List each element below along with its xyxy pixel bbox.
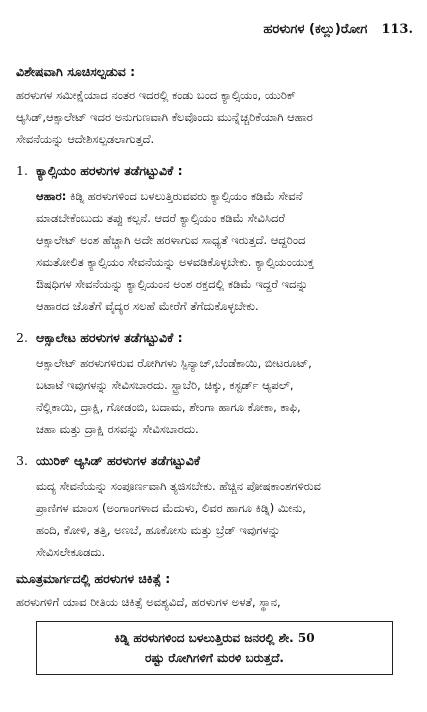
section-title-text: ಯುರಿಕ್ ಆ್ಯಸಿಡ್ ಹರಳುಗಳ ತಡೆಗಟ್ಟುವಿಕೆ xyxy=(36,453,200,468)
text-line: ಆಕ್ಸಾಲೇಟ್ ಅಂಶ ಹೆಚ್ಚಾಗಿ ಅದೇ ಹರಳಾಗುವ ಸಾಧ್ಯತೆ ಇರುತ್ತದೆ. ಆದ್ದರಿಂದ xyxy=(36,233,306,247)
intro-heading: ವಿಶೇಷವಾಗಿ ಸೂಚಿಸಲ್ಪಡುವ : xyxy=(16,64,136,79)
text-line: ಆಹಾರದ ಜೊತೆಗೆ ವೈದ್ಯರ ಸಲಹೆ ಮೇರೆಗೆ ತೆಗೆದುಕೊಳ್ಳಬೇಕು. xyxy=(36,299,259,313)
treatment-heading: ಮೂತ್ರಮಾರ್ಗದಲ್ಲಿ ಹರಳುಗಳ ಚಿಕಿತ್ಸೆ : xyxy=(16,571,171,586)
text-run: ಕಿಡ್ನಿ ಹರಳುಗಳಿಂದ ಬಳಲುತ್ತಿರುವವರು ಕ್ಯಾಲ್ಸಿಯಂ ಕಡಿಮೆ ಸೇವನೆ xyxy=(66,189,303,203)
section-title-text: ಕ್ಯಾಲ್ಸಿಯಂ ಹರಳುಗಳ ತಡೆಗಟ್ಟುವಿಕೆ : xyxy=(36,163,183,178)
note-line: ರಷ್ಟು ರೋಗಿಗಳಿಗೆ ಮರಳಿ ಬರುತ್ತದೆ. xyxy=(145,651,284,665)
section-body xyxy=(16,352,413,440)
note-line xyxy=(45,628,384,648)
text-line: ಸೇವಿಸಲೇಕೂಡದು. xyxy=(36,545,106,559)
chapter-title: ಹರಳುಗಳ (ಕಲ್ಲು)ರೋಗ xyxy=(263,22,368,37)
note-number: 50 xyxy=(297,631,315,645)
text-line: ನೆಲ್ಲಿಕಾಯಿ, ದ್ರಾಕ್ಷಿ, ಗೋಡಂಬಿ, ಬದಾಮ, ಶೇಂಗಾ ಹಾಗೂ ಕೋಕಾ, ಕಾಫಿ, xyxy=(36,400,301,414)
section-body xyxy=(16,475,413,563)
section-title xyxy=(16,160,413,182)
section-title xyxy=(16,450,413,472)
section-number: 1. xyxy=(16,163,28,178)
intro-paragraph xyxy=(16,84,413,150)
text-line: ಮಾಡಬೇಕೆಂಬುದು ತಪ್ಪು ಕಲ್ಪನೆ. ಆದರೆ ಕ್ಯಾಲ್ಸಿಯಂ ಕಡಿಮೆ ಸೇವಿಸಿದರೆ xyxy=(36,211,285,225)
text-line: ಮದ್ಯ ಸೇವನೆಯನ್ನು ಸಂಪೂರ್ಣವಾಗಿ ತ್ಯಜಿಸಬೇಕು. ಹೆಚ್ಚಿನ ಪೋಷಕಾಂಶಗಳಿರುವ xyxy=(36,479,321,493)
page-number: 113. xyxy=(381,22,413,37)
text-line: ಆಕ್ಸಾಲೇಟ್ ಹರಳುಗಳಿರುವ ರೋಗಿಗಳು ಸ್ಪಿನ್ಯಾಚ್,ಬೆಂಡೆಕಾಯಿ, ಬೀಟರೂಟ್, xyxy=(36,356,312,370)
text-line: ಹರಳುಗಳ ಸಮೀಕ್ಷೆಯಾದ ನಂತರ ಇದರಲ್ಲಿ ಕಂಡು ಬಂದ ಕ್ಯಾಲ್ಸಿಯಂ, ಯುರಿಕ್ xyxy=(16,88,296,102)
text-line: ಬಟಾಟೆ ಇವುಗಳನ್ನು ಸೇವಿಸಬಾರದು. ಸ್ಟ್ರಾಬೆರಿ, ಚಿಕ್ಕು, ಕಸ್ಟರ್ಡ್ ಆ್ಯಪಲ್, xyxy=(36,378,294,392)
section-body xyxy=(16,185,413,317)
section-title xyxy=(16,327,413,349)
text-line: ಪ್ರಾಣಿಗಳ ಮಾಂಸ (ಅಂಗಾಂಗಳಾದ ಮೆದುಳು, ಲಿವರ ಹಾಗೂ ಕಿಡ್ನಿ) ಮೀನು, xyxy=(36,501,306,515)
text-line: ಔಷಧಿಗಳ ಸೇವನೆಯನ್ನು ಕ್ಯಾಲ್ಸಿಯಂನ ಅಂಶ ರಕ್ತದಲ್ಲಿ ಕಡಿಮೆ ಇದ್ದರೆ ಇದನ್ನು xyxy=(36,277,309,291)
treatment-paragraph xyxy=(16,591,413,613)
text-line xyxy=(36,185,413,207)
running-header xyxy=(16,0,413,36)
text-line: ಸೇವನೆಯನ್ನು ಆದೇಶಿಸಲ್ಪಡಲಾಗುತ್ತದೆ. xyxy=(16,132,155,146)
text-line: ಹರಳುಗಳಿಗೆ ಯಾವ ರೀತಿಯ ಚಿಕಿತ್ಸೆ ಅವಶ್ಯವಿದೆ, ಹರಳುಗಳ ಅಳತೆ, ಸ್ಥಾನ, xyxy=(16,595,281,609)
text-line: ಹಂದಿ, ಕೋಳಿ, ತತ್ತಿ, ಅಣಬೆ, ಹೂಕೋಸು ಮತ್ತು ಬ್ರೆಡ್ ಇವುಗಳನ್ನು xyxy=(36,523,281,537)
lead-label: ಆಹಾರ: xyxy=(36,189,67,203)
text-line: ಚಹಾ ಮತ್ತು ದ್ರಾಕ್ಷಿ ರಸವನ್ನು ಸೇವಿಸಬಾರದು. xyxy=(36,422,199,436)
highlight-box xyxy=(36,621,393,675)
section-title-text: ಆಕ್ಸಾಲೇಟ ಹರಳುಗಳ ತಡೆಗಟ್ಟುವಿಕೆ : xyxy=(36,330,183,345)
section-number: 2. xyxy=(16,330,28,345)
section-number: 3. xyxy=(16,453,28,468)
text-line: ಆ್ಯಸಿಡ್,ಆಕ್ಸಾಲೇಟ್ ಇದರ ಅನುಗುಣವಾಗಿ ಕೆಲವೊಂದು ಮುನ್ನೆಚ್ಚರಿಕೆಯಾಗಿ ಆಹಾರ xyxy=(16,110,313,124)
text-line: ಸಮತೋಲಿತ ಕ್ಯಾಲ್ಸಿಯಂ ಸೇವನೆಯನ್ನು ಅಳವಡಿಕೊಳ್ಳಬೇಕು. ಕ್ಯಾಲ್ಸಿಯಂಯುಕ್ತ xyxy=(36,255,314,269)
section-calcium xyxy=(16,160,413,317)
section-oxalate xyxy=(16,327,413,440)
note-text: ಕಿಡ್ನಿ ಹರಳುಗಳಿಂದ ಬಳಲುತ್ತಿರುವ ಜನರಲ್ಲಿ ಶೇ. xyxy=(114,631,298,645)
section-uric-acid xyxy=(16,450,413,563)
